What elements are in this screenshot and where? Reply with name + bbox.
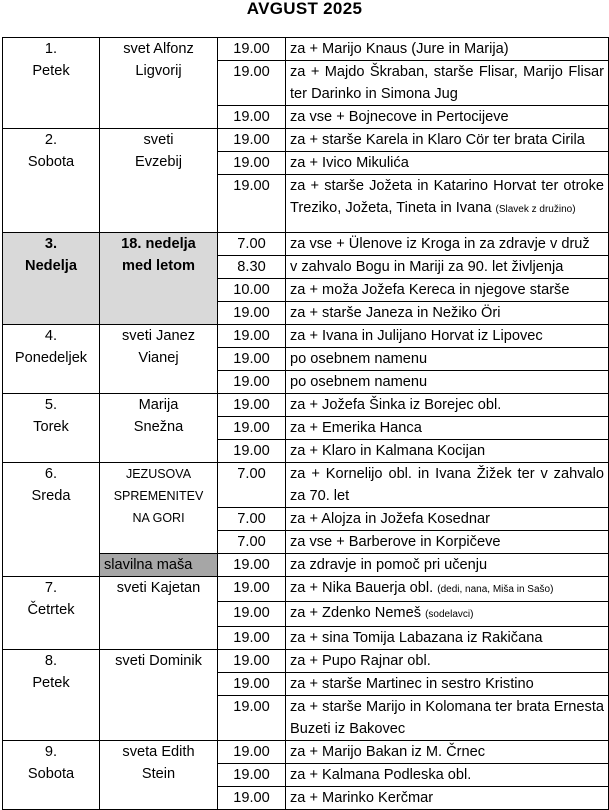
mass-intention: za vse + Ülenove iz Kroga in za zdravje v druž (286, 233, 609, 256)
mass-intention: za + Pupo Rajnar obl. (286, 650, 609, 673)
day-number: 4. (44, 328, 58, 344)
mass-time: 19.00 (218, 106, 286, 129)
table-row (3, 129, 609, 152)
mass-intention: za + Nika Bauerja obl. (dedi, nana, Miša in Sašo) (286, 577, 609, 602)
day-name: Petek (32, 675, 70, 691)
day-name: Petek (32, 63, 70, 79)
day-cell (3, 741, 100, 810)
mass-time: 19.00 (218, 61, 286, 106)
mass-time: 19.00 (218, 348, 286, 371)
page-title: AVGUST 2025 (246, 0, 363, 18)
mass-time: 19.00 (218, 38, 286, 61)
mass-schedule-table (2, 37, 609, 810)
day-name: Četrtek (27, 602, 75, 618)
intention-note: (Slavek z družino) (495, 204, 576, 215)
mass-intention: za + starše Karela in Klaro Cör ter brata Cirila (286, 129, 609, 152)
table-row (3, 325, 609, 348)
day-cell (3, 325, 100, 394)
day-name: Nedelja (25, 258, 77, 274)
mass-intention: za + Ivico Mikulića (286, 152, 609, 175)
day-cell (3, 577, 100, 650)
table-row (3, 741, 609, 764)
mass-intention: za zdravje in pomoč pri učenju (286, 554, 609, 577)
day-cell (3, 129, 100, 233)
saint-cell: 18. nedelja med letom (100, 233, 218, 325)
mass-intention: za + Ivana in Julijano Horvat iz Lipovec (286, 325, 609, 348)
mass-intention: za vse + Barberove in Korpičeve (286, 531, 609, 554)
saint-cell: sveti Janez Vianej (100, 325, 218, 394)
mass-intention: za + Alojza in Jožefa Kosednar (286, 508, 609, 531)
mass-time: 19.00 (218, 602, 286, 627)
mass-time: 19.00 (218, 577, 286, 602)
mass-intention: za + Kalmana Podleska obl. (286, 764, 609, 787)
mass-time: 7.00 (218, 508, 286, 531)
day-cell (3, 233, 100, 325)
mass-intention: za + Emerika Hanca (286, 417, 609, 440)
mass-time: 19.00 (218, 129, 286, 152)
day-number: 1. (44, 41, 58, 57)
mass-intention: po osebnem namenu (286, 371, 609, 394)
saint-cell: sveta Edith Stein (100, 741, 218, 810)
intention-note: (sodelavci) (425, 609, 474, 620)
mass-intention: za + Majdo Škraban, starše Flisar, Marijo Flisar ter Darinko in Simona Jug (286, 61, 609, 106)
mass-time: 19.00 (218, 417, 286, 440)
saint-cell: svet Alfonz Ligvorij (100, 38, 218, 129)
mass-intention: za + Marijo Knaus (Jure in Marija) (286, 38, 609, 61)
day-number: 7. (44, 580, 58, 596)
day-name: Torek (33, 419, 69, 435)
mass-intention: za + Marijo Bakan iz M. Črnec (286, 741, 609, 764)
mass-time: 19.00 (218, 787, 286, 810)
saint-cell: sveti Evzebij (100, 129, 218, 233)
table-row (3, 38, 609, 61)
mass-intention: za + Klaro in Kalmana Kocijan (286, 440, 609, 463)
mass-intention: za + starše Janeza in Nežiko Öri (286, 302, 609, 325)
mass-intention: po osebnem namenu (286, 348, 609, 371)
mass-intention: v zahvalo Bogu in Mariji za 90. let življenja (286, 256, 609, 279)
mass-time: 19.00 (218, 627, 286, 650)
table-row (3, 394, 609, 417)
day-number: 5. (44, 397, 58, 413)
mass-intention: za + starše Martinec in sestro Kristino (286, 673, 609, 696)
mass-time: 19.00 (218, 554, 286, 577)
mass-intention: za + Zdenko Nemeš (sodelavci) (286, 602, 609, 627)
day-number: 2. (44, 132, 58, 148)
day-number: 6. (44, 466, 58, 482)
mass-intention: za + moža Jožefa Kereca in njegove starše (286, 279, 609, 302)
table-row (3, 233, 609, 256)
mass-time: 19.00 (218, 371, 286, 394)
saint-cell: sveti Dominik (100, 650, 218, 741)
mass-intention: za vse + Bojnecove in Pertocijeve (286, 106, 609, 129)
mass-time: 19.00 (218, 394, 286, 417)
mass-time: 10.00 (218, 279, 286, 302)
table-row (3, 650, 609, 673)
day-name: Sobota (27, 154, 75, 170)
day-number: 9. (44, 744, 58, 760)
mass-time: 19.00 (218, 741, 286, 764)
mass-time: 7.00 (218, 531, 286, 554)
mass-intention: za + Kornelijo obl. in Ivana Žižek ter v zahvalo za 70. let (286, 463, 609, 508)
mass-intention: za + starše Jožeta in Katarino Horvat ter otroke Treziko, Jožeta, Tineta in Ivana (Slavek z družino) (286, 175, 609, 233)
mass-time: 19.00 (218, 696, 286, 741)
mass-time: 19.00 (218, 175, 286, 233)
day-number: 3. (44, 236, 58, 252)
mass-time: 19.00 (218, 152, 286, 175)
mass-intention: za + starše Marijo in Kolomana ter brata Ernesta Buzeti iz Bakovec (286, 696, 609, 741)
mass-time: 19.00 (218, 302, 286, 325)
mass-intention: za + sina Tomija Labazana iz Rakičana (286, 627, 609, 650)
mass-time: 7.00 (218, 463, 286, 508)
day-cell (3, 38, 100, 129)
intention-note: (dedi, nana, Miša in Sašo) (437, 584, 554, 595)
day-number: 8. (44, 653, 58, 669)
mass-time: 19.00 (218, 325, 286, 348)
mass-time: 19.00 (218, 673, 286, 696)
mass-time: 19.00 (218, 650, 286, 673)
mass-time: 19.00 (218, 440, 286, 463)
day-cell (3, 394, 100, 463)
saint-cell: JEZUSOVA SPREMENITEV NA GORI (100, 463, 218, 554)
mass-time: 8.30 (218, 256, 286, 279)
day-cell (3, 650, 100, 741)
day-name: Ponedeljek (14, 350, 88, 366)
mass-time: 7.00 (218, 233, 286, 256)
special-mass-label: slavilna maša (100, 554, 218, 577)
mass-intention: za + Marinko Kerčmar (286, 787, 609, 810)
mass-intention: za + Jožefa Šinka iz Borejec obl. (286, 394, 609, 417)
table-row (3, 463, 609, 508)
mass-time: 19.00 (218, 764, 286, 787)
saint-cell: Marija Snežna (100, 394, 218, 463)
day-cell (3, 463, 100, 577)
table-row (3, 577, 609, 602)
day-name: Sobota (27, 766, 75, 782)
saint-cell: sveti Kajetan (100, 577, 218, 650)
day-name: Sreda (31, 488, 71, 504)
